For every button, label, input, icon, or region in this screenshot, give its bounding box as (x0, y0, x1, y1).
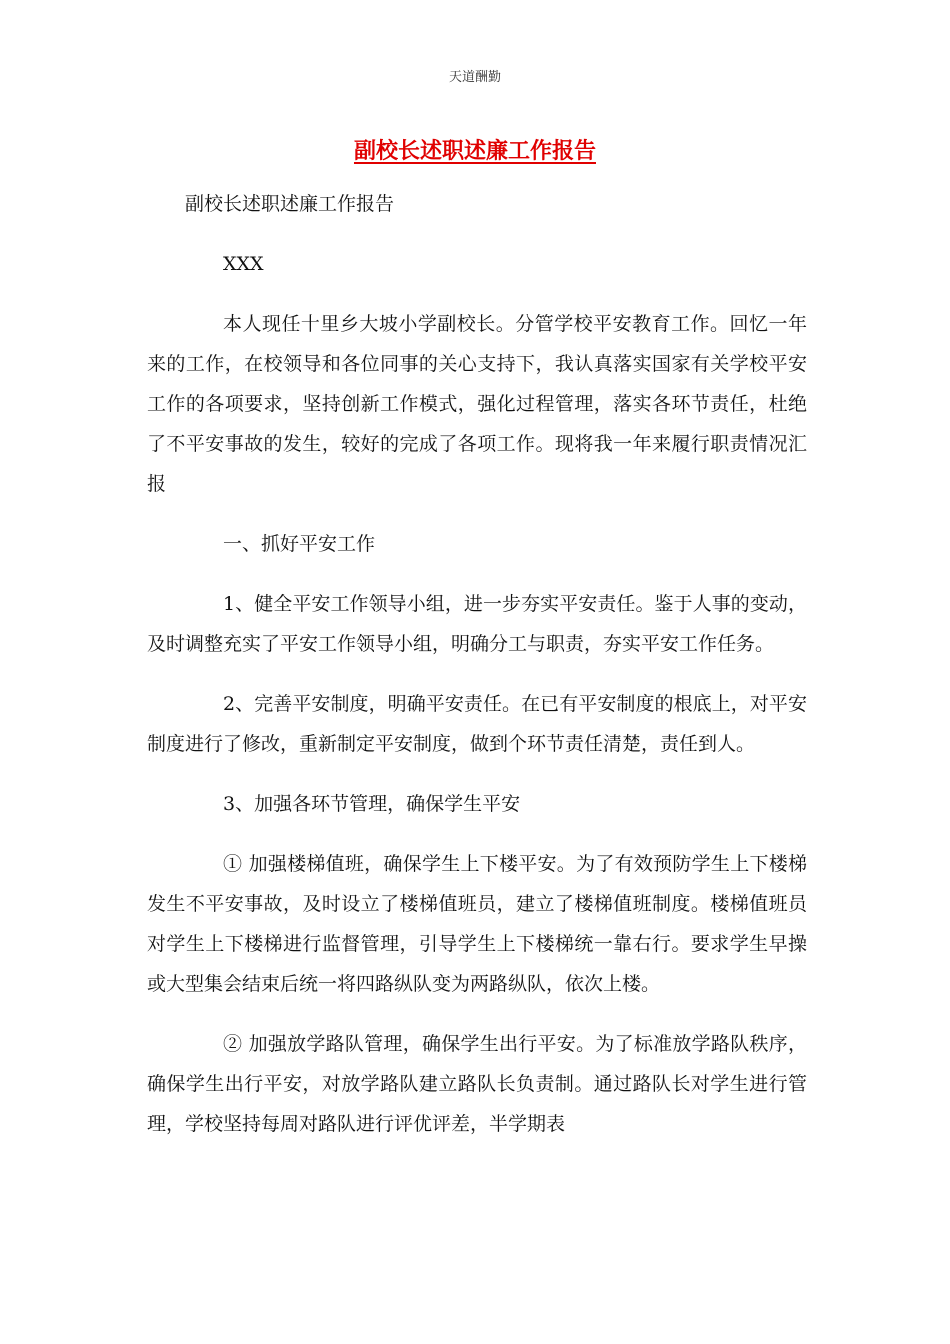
document-author: XXX (223, 253, 264, 275)
paragraph-item-3: 3、加强各环节管理，确保学生平安 (223, 793, 521, 815)
section-heading-1: 一、抓好平安工作 (223, 533, 376, 555)
page-header: 天道酬勤 (448, 70, 501, 85)
paragraph-item-1: 1、健全平安工作领导小组，进一步夯实平安责任。鉴于人事的变动，及时调整充实了平安工作领导小组，明确分工与职责，夯实平安工作任务。 (147, 593, 807, 655)
paragraph-item-2: 2、完善平安制度，明确平安责任。在已有平安制度的根底上，对平安制度进行了修改，重新制定平安制度，做到个环节责任清楚，责任到人。 (147, 693, 807, 755)
paragraph-subitem-1: ① 加强楼梯值班，确保学生上下楼平安。为了有效预防学生上下楼梯发生不平安事故，及时设立了楼梯值班员，建立了楼梯值班制度。楼梯值班员对学生上下楼梯进行监督管理，引导学生上下楼梯统一靠右行。要求学生早操或大型集会结束后统一将四路纵队变为两路纵队，依次上楼。 (147, 853, 807, 995)
document-subtitle: 副校长述职述廉工作报告 (185, 193, 395, 215)
document-body (147, 184, 807, 1164)
paragraph-subitem-2: ② 加强放学路队管理，确保学生出行平安。为了标准放学路队秩序，确保学生出行平安，对放学路队建立路队长负责制。通过路队长对学生进行管理，学校坚持每周对路队进行评优评差，半学期表 (147, 1033, 807, 1135)
document-title (0, 134, 950, 165)
paragraph-intro: 本人现任十里乡大坡小学副校长。分管学校平安教育工作。回忆一年来的工作，在校领导和各位同事的关心支持下，我认真落实国家有关学校平安工作的各项要求，坚持创新工作模式，强化过程管理，落实各环节责任，杜绝了不平安事故的发生，较好的完成了各项工作。现将我一年来履行职责情况汇报 (147, 313, 807, 495)
document-title-text: 副校长述职述廉工作报告 (353, 139, 596, 164)
